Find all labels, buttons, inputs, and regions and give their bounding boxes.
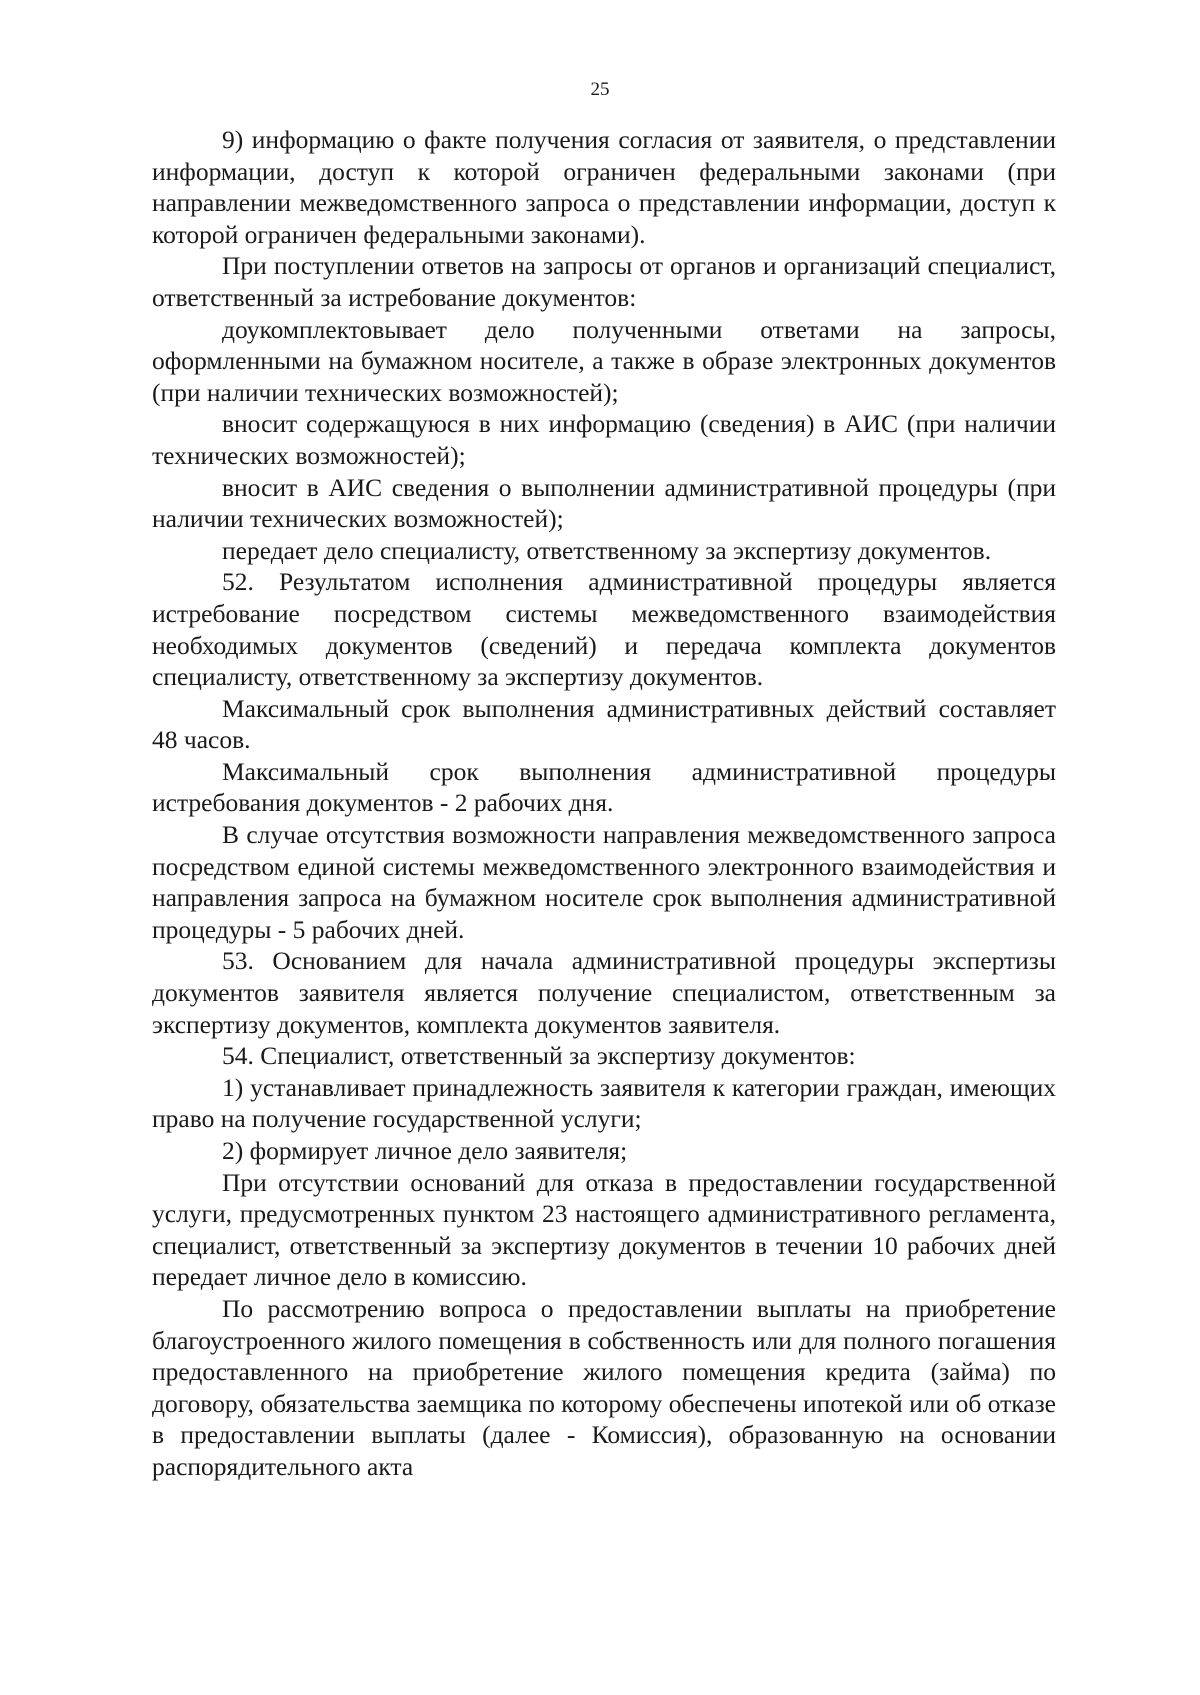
page-number: 25 <box>590 79 610 100</box>
paragraph-54-item-1: 1) устанавливает принадлежность заявителя к категории граждан, имеющих право на получение государственной услуги; <box>152 1072 1056 1134</box>
paragraph-item-9: 9) информацию о факте получения согласия от заявителя, о представлении информации, доступ к которой ограничен федеральными законами (при направлении межведомственного запроса о представлении информации, доступ к которой ограничен федеральными законами). <box>152 125 1056 249</box>
paragraph-completes-file: доукомплектовывает дело полученными ответами на запросы, оформленными на бумажном носителе, а также в образе электронных документов (при наличии технических возможностей); <box>152 314 1056 407</box>
paragraph-52-result: 52. Результатом исполнения административной процедуры является истребование посредством системы межведомственного взаимодействия необходимых документов (сведений) и передача комплекта документов специалисту, ответственному за экспертизу документов. <box>152 567 1056 692</box>
paragraph-no-grounds-refusal: При отсутствии оснований для отказа в предоставлении государственной услуги, предусмотренных пунктом 23 настоящего административного регламента, специалист, ответственный за экспертизу документов в течении 10 рабочих дней передает личное дело в комиссию. <box>152 1167 1056 1292</box>
paragraph-enters-info-ais: вносит содержащуюся в них информацию (сведения) в АИС (при наличии технических возможностей); <box>152 409 1056 470</box>
paragraph-enters-procedure-ais: вносит в АИС сведения о выполнении административной процедуры (при наличии технических возможностей); <box>152 472 1056 534</box>
paragraph-max-term-actions: Максимальный срок выполнения административных действий составляет 48 часов. <box>152 693 1056 755</box>
paragraph-53-basis: 53. Основанием для начала административной процедуры экспертизы документов заявителя является получение специалистом, ответственным за экспертизу документов, комплекта документов заявителя. <box>152 946 1056 1039</box>
paragraph-max-term-procedure: Максимальный срок выполнения административной процедуры истребования документов - 2 рабочих дня. <box>152 756 1056 818</box>
paragraph-responses-received: При поступлении ответов на запросы от органов и организаций специалист, ответственный за истребование документов: <box>152 251 1056 312</box>
paragraph-transfers-file: передает дело специалисту, ответственному за экспертизу документов. <box>222 535 992 565</box>
paragraph-no-interagency-request: В случае отсутствия возможности направления межведомственного запроса посредством единой системы межведомственного электронного взаимодействия и направления запроса на бумажном носителе срок выполнения административной процедуры - 5 рабочих дней. <box>152 820 1056 944</box>
document-body <box>152 124 1056 1483</box>
paragraph-54-specialist: 54. Специалист, ответственный за экспертизу документов: <box>222 1041 856 1071</box>
paragraph-54-item-2: 2) формирует личное дело заявителя; <box>222 1136 628 1165</box>
paragraph-commission: По рассмотрению вопроса о предоставлении выплаты на приобретение благоустроенного жилого помещения в собственность или для полного погашения предоставленного на приобретение жилого помещения кредита (займа) по договору, обязательства заемщика по которому обеспечены ипотекой или об отказе в предоставлении выплаты (далее - Комиссия), образованную на основании распорядительного акта <box>152 1293 1056 1481</box>
